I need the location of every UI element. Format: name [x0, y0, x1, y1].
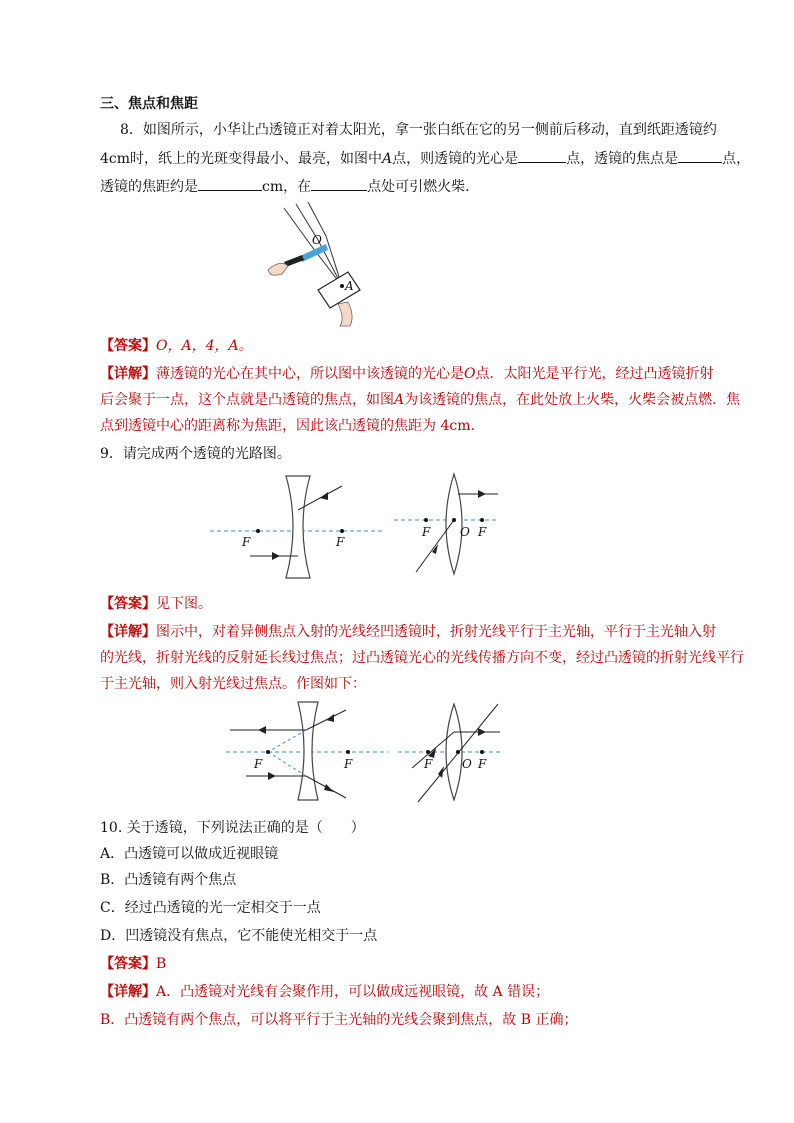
- q8-blank-focal-length: [198, 176, 262, 191]
- q9-a-concave-in1-arrow: [326, 714, 334, 722]
- q10-stem: 10. 关于透镜，下列说法正确的是（ ）: [100, 820, 365, 836]
- q9-a-concave-focus-right: [346, 750, 350, 754]
- q8-line2-text-b: 点，则透镜的光心是: [392, 151, 519, 167]
- q9-a-concave-ext2: [268, 752, 306, 776]
- q9-q-convex-label-f-left: F: [422, 525, 431, 539]
- q9-answer-text: 见下图。: [156, 596, 212, 612]
- q8-detail-l1-a: 薄透镜的光心在其中心，所以图中该透镜的光心是: [156, 366, 464, 382]
- q8-line3-text-a: 透镜的焦距约是: [100, 179, 198, 195]
- q9-a-concave-in2-arrow: [268, 772, 276, 780]
- q9-a-convex-label-o: O: [462, 757, 472, 771]
- q9-q-concave-label-f-right: F: [336, 535, 345, 549]
- q9-detail-line2: 的光线，折射光线的反射延长线过焦点；过凸透镜光心的光线传播方向不变，经过凸透镜的折射光线平行: [100, 650, 744, 666]
- q8-line2-text-c: 点，透镜的焦点是: [566, 151, 679, 167]
- q9-answer-tag: 【答案】: [100, 596, 156, 612]
- q9-answer: [100, 594, 730, 614]
- q8-detail-l2-b: 为该透镜的焦点，在此处放上火柴，火柴会被点燃．焦: [404, 392, 741, 408]
- q9-q-concave-arrow1: [320, 492, 328, 500]
- q9-q-convex-focus-right: [480, 518, 484, 522]
- q10-detail-line2: B．凸透镜有两个焦点，可以将平行于主光轴的光线会聚到焦点，故 B 正确；: [100, 1012, 578, 1028]
- q8-detail-line3: 点到透镜中心的距离称为焦距，因此该凸透镜的焦距为 4cm.: [100, 418, 475, 434]
- q9-a-convex-focus-right: [480, 750, 484, 754]
- q8-point-a: [340, 284, 344, 288]
- q9-a-concave-out2-arrow: [324, 784, 334, 792]
- q9-q-convex-center: [452, 518, 456, 522]
- q9-a-concave-lens: [298, 702, 318, 800]
- q9-a-concave-focus-left: [266, 750, 270, 754]
- q9-a-convex-out1-arrow: [478, 728, 486, 736]
- q8-detail-line1: [100, 364, 730, 384]
- q8-line1: 8．如图所示，小华让凸透镜正对着太阳光，拿一张白纸在它的另一侧前后移动，直到纸距透镜约: [120, 122, 717, 138]
- q9-q-concave-lens: [286, 476, 310, 578]
- q9-a-convex-focus-left: [426, 750, 430, 754]
- q8-detail-l2-a-ref: A: [394, 392, 405, 408]
- q10-answer: [100, 954, 730, 974]
- q9-q-concave-label-f-left: F: [242, 535, 251, 549]
- q9-q-convex-label-f-right: F: [478, 525, 487, 539]
- q10-option-a: A．凸透镜可以做成近视眼镜: [100, 846, 279, 862]
- q8-line2: [100, 148, 751, 169]
- q8-detail-l1-o: O: [464, 366, 476, 382]
- q9-q-convex-label-o: O: [460, 525, 470, 539]
- q9-a-concave-out1-arrow: [258, 726, 266, 734]
- q8-detail-tag: 【详解】: [100, 366, 156, 382]
- q8-detail-l1-b: 点．太阳光是平行光，经过凸透镜折射: [475, 366, 714, 382]
- q8-label-o: O: [312, 233, 322, 247]
- q8-blank-optical-center: [518, 148, 566, 163]
- q9-detail-line1: [100, 622, 730, 642]
- q10-answer-tag: 【答案】: [100, 956, 156, 972]
- q8-line3: [100, 176, 730, 197]
- q9-q-convex-lens: [446, 474, 462, 574]
- q8-detail-line2: [100, 390, 741, 410]
- q10-detail-line1: [100, 982, 730, 1002]
- q8-line3-text-b: cm，在: [262, 179, 312, 195]
- q8-blank-ignite-point: [311, 176, 367, 191]
- q8-answer-text: O，A，4，A。: [156, 338, 253, 354]
- q10-detail-tag: 【详解】: [100, 984, 156, 1000]
- q8-detail-l2-a: 后会聚于一点，这个点就是凸透镜的焦点，如图: [100, 392, 394, 408]
- q8-line3-text-c: 点处可引燃火柴．: [367, 179, 480, 195]
- q9-q-concave-arrow2: [272, 552, 280, 560]
- section-title: 三、焦点和焦距: [100, 96, 198, 112]
- q8-lens-sunlight-figure: [262, 200, 372, 330]
- q8-white-paper: [318, 272, 360, 308]
- q9-convex-lens-question: [394, 474, 504, 584]
- q8-line2-text-d: 点，: [722, 151, 751, 167]
- q9-a-concave-label-f-left: F: [254, 757, 263, 771]
- q9-q-convex-arrow1: [478, 490, 486, 498]
- q8-blank-focus: [678, 148, 722, 163]
- q8-line2-text-a: 4cm时，纸上的光斑变得最小、最亮，如图中: [100, 151, 383, 167]
- q10-answer-text: B: [156, 956, 167, 972]
- q9-q-concave-focus-left: [256, 529, 260, 533]
- q9-a-convex-label-f-left: F: [424, 757, 433, 771]
- q9-concave-lens-answer: [226, 702, 396, 806]
- q9-detail-l1: 图示中，对着异侧焦点入射的光线经凹透镜时，折射光线平行于主光轴，平行于主光轴入射: [156, 624, 716, 640]
- q9-a-concave-ext1: [268, 730, 306, 752]
- q8-answer: [100, 336, 730, 356]
- q9-q-concave-focus-right: [340, 529, 344, 533]
- q8-right-hand: [338, 302, 352, 326]
- q9-convex-lens-answer: [398, 702, 506, 806]
- q9-detail-line3: 于主光轴，则入射光线过焦点。作图如下：: [100, 676, 366, 692]
- q9-a-convex-label-f-right: F: [478, 757, 487, 771]
- q10-option-d: D．凹透镜没有焦点，它不能使光相交于一点: [100, 928, 378, 944]
- q10-option-c: C．经过凸透镜的光一定相交于一点: [100, 900, 321, 916]
- q8-point-a-ref: A: [382, 151, 393, 167]
- q9-a-convex-center: [456, 750, 460, 754]
- q9-a-concave-label-f-right: F: [344, 757, 353, 771]
- q9-q-convex-focus-left: [424, 518, 428, 522]
- q8-label-a: A: [345, 279, 354, 293]
- q9-concave-lens-question: [210, 474, 390, 584]
- q8-left-hand: [268, 263, 288, 275]
- q8-answer-tag: 【答案】: [100, 338, 156, 354]
- q10-option-b: B．凸透镜有两个焦点: [100, 872, 237, 888]
- q10-detail-l1: A．凸透镜对光线有会聚作用，可以做成远视眼镜，故 A 错误；: [156, 984, 550, 1000]
- q9-stem: 9．请完成两个透镜的光路图。: [100, 446, 291, 462]
- q9-detail-tag: 【详解】: [100, 624, 156, 640]
